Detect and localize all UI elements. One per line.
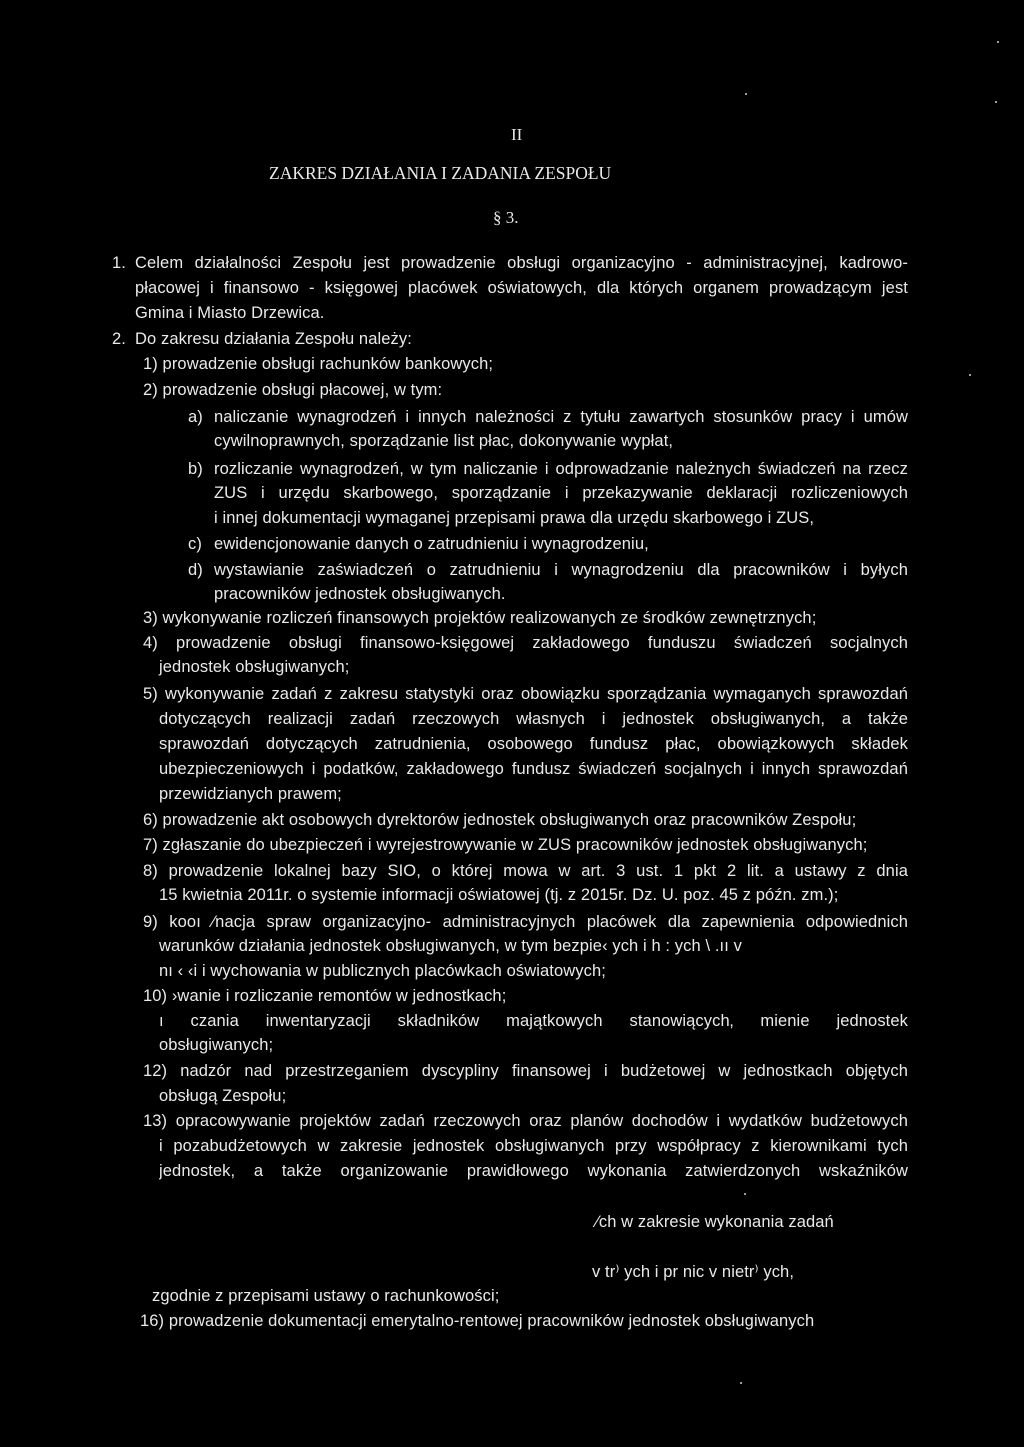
list-item-continuation: jednostek obsługiwanych; [159, 658, 350, 676]
list-item-fragment: v tr⁾ ych i pr nic v nietr⁾ ych, [592, 1263, 795, 1281]
sub-item-line: naliczanie wynagrodzeń i innych należności z tytułu zawartych stosunków pracy i umów [214, 408, 908, 426]
list-item: 13) opracowywanie projektów zadań rzeczowych oraz planów dochodów i wydatków budżetowych [143, 1112, 908, 1130]
list-item: 1) prowadzenie obsługi rachunków bankowych; [143, 355, 494, 373]
sub-item-marker: b) [188, 460, 203, 478]
scan-speck [745, 93, 747, 95]
list-item: ı czania inwentaryzacji składników majątkowych stanowiących‚ mienie jednostek [159, 1012, 908, 1030]
list-item: 7) zgłaszanie do ubezpieczeń i wyrejestrowywanie w ZUS pracowników jednostek obsługiwanych; [143, 836, 868, 854]
scan-speck [995, 101, 997, 103]
list-item-continuation: ubezpieczeniowych i podatków, zakładowego fundusz świadczeń socjalnych i innych sprawozdań [159, 760, 908, 778]
list-item: 5) wykonywanie zadań z zakresu statystyki oraz obowiązku sporządzania wymaganych sprawozdań [143, 685, 908, 703]
sub-item-marker: c) [188, 535, 202, 553]
list-item-continuation: obsługiwanych; [159, 1036, 274, 1054]
list-item-continuation: 15 kwietnia 2011r. o systemie informacji oświatowej (tj. z 2015r. Dz. U. poz. 45 z późn. zm.); [159, 886, 839, 904]
sub-item-line: cywilnoprawnych, sporządzanie list płac, dokonywanie wypłat, [214, 432, 674, 450]
list-item-continuation: zgodnie z przepisami ustawy o rachunkowości; [152, 1287, 500, 1305]
list-item-continuation: nı ‹ ‹i i wychowania w publicznych placówkach oświatowych; [159, 962, 606, 980]
list-item: 8) prowadzenie lokalnej bazy SIO, o której mowa w art. 3 ust. 1 pkt 2 lit. a ustawy z dnia [143, 862, 908, 880]
sub-item-line: i innej dokumentacji wymaganej przepisami prawa dla urzędu skarbowego i ZUS, [214, 509, 815, 527]
paragraph-number: 1. [112, 254, 126, 272]
list-item-continuation: jednostek, a także organizowanie prawidłowego wykonania zatwierdzonych wskaźników [159, 1162, 908, 1180]
list-item-continuation: warunków działania jednostek obsługiwanych, w tym bezpie‹ ych i h : ych \ .ıı v [159, 937, 742, 955]
paragraph-line: płacowej i finansowo - księgowej placówek oświatowych, dla których organem prowadzącym jest [135, 279, 908, 297]
chapter-title: ZAKRES DZIAŁANIA I ZADANIA ZESPOŁU [269, 163, 612, 183]
sub-item-line: ewidencjonowanie danych o zatrudnieniu i wynagrodzeniu, [214, 535, 649, 553]
list-item-fragment: ⁄ch w zakresie wykonania zadań [596, 1213, 834, 1231]
list-item-continuation: i pozabudżetowych w zakresie jednostek obsługiwanych przy współpracy z kierownikami tych [159, 1137, 908, 1155]
scan-speck [744, 1193, 746, 1195]
list-item-continuation: sprawozdań dotyczących zatrudnienia, osobowego fundusz płac, obowiązkowych składek [159, 735, 908, 753]
scan-speck [740, 1382, 742, 1384]
list-item: 4) prowadzenie obsługi finansowo-księgowej zakładowego funduszu świadczeń socjalnych [143, 634, 908, 652]
paragraph-line: Celem działalności Zespołu jest prowadzenie obsługi organizacyjno - administracyjnej, kadrowo- [135, 254, 908, 272]
list-item: 10) ›wanie i rozliczanie remontów w jednostkach; [143, 987, 507, 1005]
chapter-number: II [511, 125, 523, 144]
sub-item-line: pracowników jednostek obsługiwanych. [214, 585, 506, 603]
list-item: 2) prowadzenie obsługi płacowej, w tym: [143, 381, 443, 399]
paragraph-intro: Do zakresu działania Zespołu należy: [135, 330, 412, 348]
list-item: 12) nadzór nad przestrzeganiem dyscypliny finansowej i budżetowej w jednostkach objętych [143, 1062, 908, 1080]
scan-speck [997, 41, 999, 43]
list-item-continuation: dotyczących realizacji zadań rzeczowych własnych i jednostek obsługiwanych, a także [159, 710, 908, 728]
sub-item-line: rozliczanie wynagrodzeń, w tym naliczanie i odprowadzanie należnych świadczeń na rzecz [214, 460, 908, 478]
paragraph-line: Gmina i Miasto Drzewica. [135, 304, 325, 322]
sub-item-line: wystawianie zaświadczeń o zatrudnieniu i wynagrodzeniu dla pracowników i byłych [214, 561, 908, 579]
sub-item-line: ZUS i urzędu skarbowego, sporządzanie i przekazywanie deklaracji rozliczeniowych [214, 484, 908, 502]
section-number: § 3. [493, 208, 519, 227]
list-item: 9) kooı ⁄nacja spraw organizacyjno- administracyjnych placówek dla zapewnienia odpowiednich [143, 913, 908, 931]
scan-speck [969, 374, 971, 376]
list-item-continuation: przewidzianych prawem; [159, 785, 342, 803]
list-item: 16) prowadzenie dokumentacji emerytalno-rentowej pracowników jednostek obsługiwanych [140, 1312, 815, 1330]
list-item: 3) wykonywanie rozliczeń finansowych projektów realizowanych ze środków zewnętrznych; [143, 609, 817, 627]
list-item: 6) prowadzenie akt osobowych dyrektorów jednostek obsługiwanych oraz pracowników Zespołu; [143, 811, 857, 829]
list-item-continuation: obsługą Zespołu; [159, 1087, 287, 1105]
paragraph-number: 2. [112, 330, 126, 348]
sub-item-marker: d) [188, 561, 203, 579]
sub-item-marker: a) [188, 408, 203, 426]
